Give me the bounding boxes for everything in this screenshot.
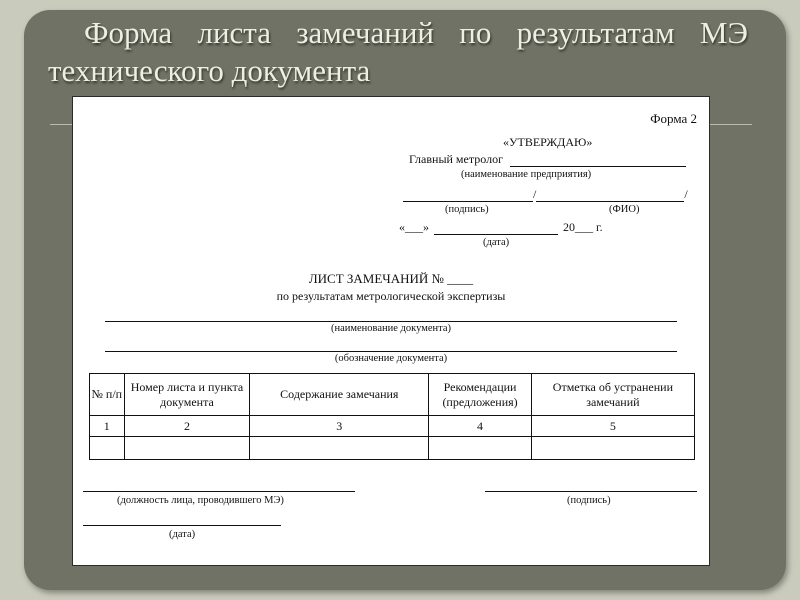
list-subtitle: по результатам метрологической экспертизы bbox=[276, 289, 506, 303]
bottom-date-caption: (дата) bbox=[169, 529, 196, 540]
document-designation-caption: (обозначение документа) bbox=[334, 353, 448, 364]
number-cell: 2 bbox=[124, 416, 250, 437]
bottom-signature-caption: (подпись) bbox=[567, 495, 611, 506]
document-designation-line bbox=[105, 351, 677, 352]
date-day: «___» bbox=[399, 220, 429, 234]
position-line bbox=[83, 491, 355, 492]
date-month-line bbox=[434, 222, 558, 235]
header-cell: Рекомендации (предложения) bbox=[429, 374, 532, 416]
slide-title-line2: технического документа bbox=[48, 53, 371, 88]
number-cell: 5 bbox=[531, 416, 694, 437]
fio-line bbox=[536, 189, 684, 202]
date-caption: (дата) bbox=[483, 237, 510, 248]
title-word: листа bbox=[197, 15, 271, 50]
signature-caption: (подпись) bbox=[445, 204, 489, 215]
signature-row bbox=[403, 187, 688, 202]
signature-line bbox=[403, 189, 533, 202]
approve-heading: «УТВЕРЖДАЮ» bbox=[503, 135, 593, 149]
list-title: ЛИСТ ЗАМЕЧАНИЙ № ____ bbox=[308, 271, 474, 286]
title-word: по bbox=[459, 15, 492, 50]
slide-title-line1 bbox=[48, 14, 748, 52]
position-caption: (должность лица, проводившего МЭ) bbox=[117, 495, 284, 506]
table-header-row bbox=[90, 374, 695, 416]
form-document bbox=[72, 96, 710, 566]
slide-title bbox=[48, 14, 748, 90]
table-number-row bbox=[90, 416, 695, 437]
enterprise-caption: (наименование предприятия) bbox=[461, 169, 592, 180]
table-empty-row bbox=[90, 437, 695, 460]
header-cell: Номер листа и пункта документа bbox=[124, 374, 250, 416]
enterprise-line bbox=[510, 154, 686, 167]
empty-cell bbox=[124, 437, 250, 460]
bottom-signature-line bbox=[485, 491, 697, 492]
chief-metrologist-label: Главный метролог bbox=[409, 152, 503, 166]
title-word: Форма bbox=[84, 15, 173, 50]
empty-cell bbox=[531, 437, 694, 460]
title-word: МЭ bbox=[699, 15, 748, 50]
remarks-table bbox=[89, 373, 695, 460]
form-label: Форма 2 bbox=[650, 111, 697, 126]
document-name-caption: (наименование документа) bbox=[330, 323, 452, 334]
date-year: 20___ г. bbox=[563, 220, 603, 234]
title-word: результатам bbox=[516, 15, 675, 50]
slash: / bbox=[684, 187, 688, 201]
header-cell: Содержание замечания bbox=[250, 374, 429, 416]
title-word: замечаний bbox=[296, 15, 434, 50]
empty-cell bbox=[90, 437, 125, 460]
fio-caption: (ФИО) bbox=[609, 204, 640, 215]
number-cell: 3 bbox=[250, 416, 429, 437]
number-cell: 4 bbox=[429, 416, 532, 437]
header-cell: № п/п bbox=[90, 374, 125, 416]
chief-metrologist-row bbox=[409, 152, 686, 167]
empty-cell bbox=[250, 437, 429, 460]
bottom-date-line bbox=[83, 525, 281, 526]
header-cell: Отметка об устранении замечаний bbox=[531, 374, 694, 416]
document-name-line bbox=[105, 321, 677, 322]
number-cell: 1 bbox=[90, 416, 125, 437]
slash: / bbox=[533, 187, 537, 201]
empty-cell bbox=[429, 437, 532, 460]
date-row bbox=[399, 220, 603, 235]
